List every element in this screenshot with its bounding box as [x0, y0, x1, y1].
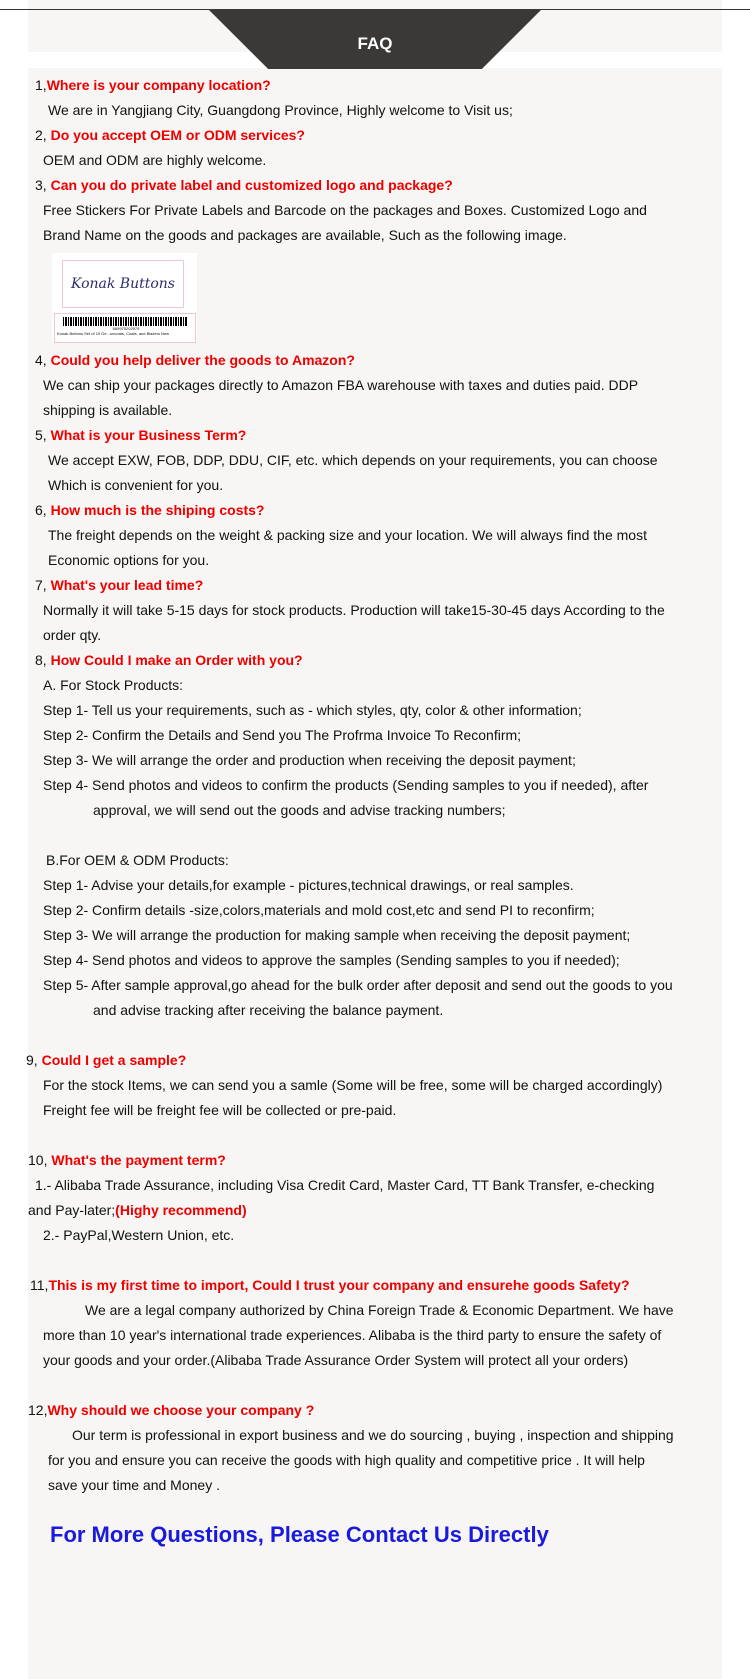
answer: Which is convenient for you. — [48, 477, 224, 493]
label-logo: Konak Buttons — [62, 260, 184, 308]
question: 12,Why should we choose your company ? — [28, 1402, 315, 1418]
private-label-sample-image — [52, 253, 197, 343]
answer: Brand Name on the goods and packages are available, Such as the following image. — [43, 227, 567, 243]
answer: save your time and Money . — [48, 1477, 220, 1493]
answer: Step 4- Send photos and videos to confirm the products (Sending samples to you if needed), after — [43, 777, 649, 793]
question: 10, What's the payment term? — [28, 1152, 226, 1168]
answer: Step 5- After sample approval,go ahead for the bulk order after deposit and send out the goods to you — [43, 977, 673, 993]
answer: shipping is available. — [43, 402, 173, 418]
answer: We are a legal company authorized by China Foreign Trade & Economic Department. We have — [85, 1302, 674, 1318]
answer: Step 1- Advise your details,for example - pictures,technical drawings, or real samples. — [43, 877, 574, 893]
question: 6, How much is the shiping costs? — [35, 502, 265, 518]
faq-list — [0, 73, 750, 1498]
answer: Economic options for you. — [48, 552, 210, 568]
question: 8, How Could I make an Order with you? — [35, 652, 303, 668]
answer: Step 2- Confirm the Details and Send you The Profrma Invoice To Reconfirm; — [43, 727, 522, 743]
answer: We accept EXW, FOB, DDP, DDU, CIF, etc. which depends on your requirements, you can choose — [48, 452, 658, 468]
contact-us-banner: For More Questions, Please Contact Us Directly — [50, 1522, 549, 1547]
answer: Free Stickers For Private Labels and Barcode on the packages and Boxes. Customized Logo and — [43, 202, 647, 218]
answer: more than 10 year's international trade experiences. Alibaba is the third party to ensure the safety of — [43, 1327, 662, 1343]
question: 7, What's your lead time? — [35, 577, 204, 593]
question: 4, Could you help deliver the goods to Amazon? — [35, 352, 355, 368]
question: 11,This is my first time to import, Could I trust your company and ensurehe goods Safety? — [30, 1277, 630, 1293]
answer: 1.- Alibaba Trade Assurance, including Visa Credit Card, Master Card, TT Bank Transfer, e-checking — [35, 1177, 655, 1193]
barcode-icon — [63, 317, 187, 326]
answer: The freight depends on the weight & packing size and your location. We will always find the most — [48, 527, 647, 543]
answer: your goods and your order.(Alibaba Trade Assurance Order System will protect all your orders) — [43, 1352, 629, 1368]
answer: Step 4- Send photos and videos to approve the samples (Sending samples to you if needed); — [43, 952, 620, 968]
question: 3, Can you do private label and customized logo and package? — [35, 177, 453, 193]
answer: and Pay-later;(Highy recommend) — [28, 1202, 247, 1218]
answer: for you and ensure you can receive the goods with high quality and competitive price . It will help — [48, 1452, 645, 1468]
answer: Step 2- Confirm details -size,colors,materials and mold cost,etc and send PI to reconfirm; — [43, 902, 595, 918]
answer: A. For Stock Products: — [43, 677, 184, 693]
answer: Step 1- Tell us your requirements, such as - which styles, qty, color & other information; — [43, 702, 582, 718]
divider — [540, 9, 750, 10]
question: 1,Where is your company location? — [35, 77, 271, 93]
answer: Normally it will take 5-15 days for stock products. Production will take15-30-45 days According to the — [43, 602, 665, 618]
answer: B.For OEM & ODM Products: — [46, 852, 229, 868]
question: 2, Do you accept OEM or ODM services? — [35, 127, 305, 143]
answer: OEM and ODM are highly welcome. — [43, 152, 267, 168]
answer: order qty. — [43, 627, 102, 643]
answer: and advise tracking after receiving the balance payment. — [93, 1002, 444, 1018]
page-title: FAQ — [357, 34, 393, 53]
question: 9, Could I get a sample? — [26, 1052, 187, 1068]
answer: We are in Yangjiang City, Guangdong Province, Highly welcome to Visit us; — [48, 102, 513, 118]
answer: Step 3- We will arrange the production for making sample when receiving the deposit payment; — [43, 927, 631, 943]
answer: For the stock Items, we can send you a samle (Some will be free, some will be charged accordingly) — [43, 1077, 663, 1093]
answer: Our term is professional in export business and we do sourcing , buying , inspection and shipping — [72, 1427, 674, 1443]
divider — [0, 9, 210, 10]
answer: We can ship your packages directly to Amazon FBA warehouse with taxes and duties paid. DDP — [43, 377, 639, 393]
barcode-label: 689975202979 Konak Buttons Set of 10 Ge...uncoats, Coats, and Blazers New — [54, 313, 196, 343]
answer: 2.- PayPal,Western Union, etc. — [43, 1227, 235, 1243]
answer: Step 3- We will arrange the order and production when receiving the deposit payment; — [43, 752, 576, 768]
question: 5, What is your Business Term? — [35, 427, 247, 443]
answer: approval, we will send out the goods and advise tracking numbers; — [93, 802, 506, 818]
answer: Freight fee will be freight fee will be collected or pre-paid. — [43, 1102, 397, 1118]
